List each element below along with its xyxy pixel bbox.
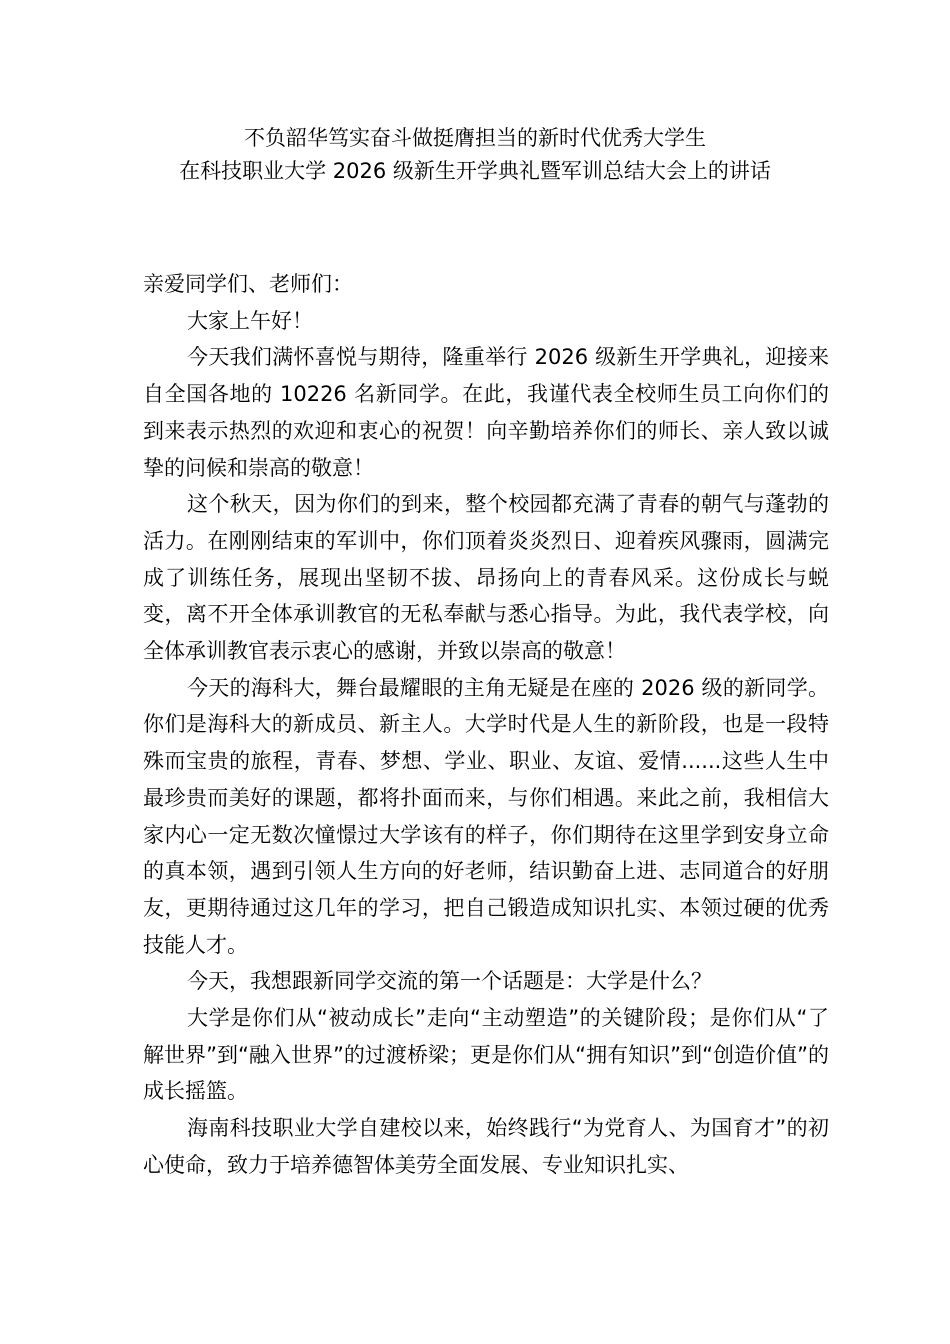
paragraph-topic-question: 今天，我想跟新同学交流的第一个话题是：大学是什么？ xyxy=(187,969,712,994)
paragraph-greeting: 大家上午好！ xyxy=(187,308,313,333)
title-line-1: 不负韶华笃实奋斗做挺膺担当的新时代优秀大学生 xyxy=(244,126,706,150)
document-title xyxy=(0,122,950,188)
document-body xyxy=(143,266,829,1184)
paragraph-military-training: 这个秋天，因为你们的到来，整个校园都充满了青春的朝气与蓬勃的活力。在刚刚结束的军训中，你们顶着炎炎烈日、迎着疾风骤雨，圆满完成了训练任务，展现出坚韧不拔、昂扬向上的青春风采。这份成长与蜕变，离不开全体承训教官的无私奉献与悉心指导。为此，我代表学校，向全体承训教官表示衷心的感谢，并致以崇高的敬意！ xyxy=(143,492,829,664)
salutation: 亲爱同学们、老师们： xyxy=(143,272,353,296)
paragraph-school-mission: 海南科技职业大学自建校以来，始终践行“为党育人、为国育才”的初心使命，致力于培养德智体美劳全面发展、专业知识扎实、 xyxy=(143,1116,829,1177)
title-line-2: 在科技职业大学 2026 级新生开学典礼暨军训总结大会上的讲话 xyxy=(179,159,771,183)
paragraph-welcome: 今天我们满怀喜悦与期待，隆重举行 2026 级新生开学典礼，迎接来自全国各地的 10226 名新同学。在此，我谨代表全校师生员工向你们的到来表示热烈的欢迎和衷心的祝贺！向辛勤培养你们的师长、亲人致以诚挚的问候和崇高的敬意！ xyxy=(143,345,829,480)
paragraph-what-is-university: 大学是你们从“被动成长”走向“主动塑造”的关键阶段；是你们从“了解世界”到“融入世界”的过渡桥梁；更是你们从“拥有知识”到“创造价值”的成长摇篮。 xyxy=(143,1006,829,1104)
paragraph-new-students: 今天的海科大，舞台最耀眼的主角无疑是在座的 2026 级的新同学。你们是海科大的新成员、新主人。大学时代是人生的新阶段，也是一段特殊而宝贵的旅程，青春、梦想、学业、职业、友谊、爱情......这些人生中最珍贵而美好的课题，都将扑面而来，与你们相遇。来此之前，我相信大家内心一定无数次憧憬过大学该有的样子，你们期待在这里学到安身立命的真本领，遇到引领人生方向的好老师，结识勤奋上进、志同道合的好朋友，更期待通过这几年的学习，把自己锻造成知识扎实、本领过硬的优秀技能人才。 xyxy=(143,675,829,957)
